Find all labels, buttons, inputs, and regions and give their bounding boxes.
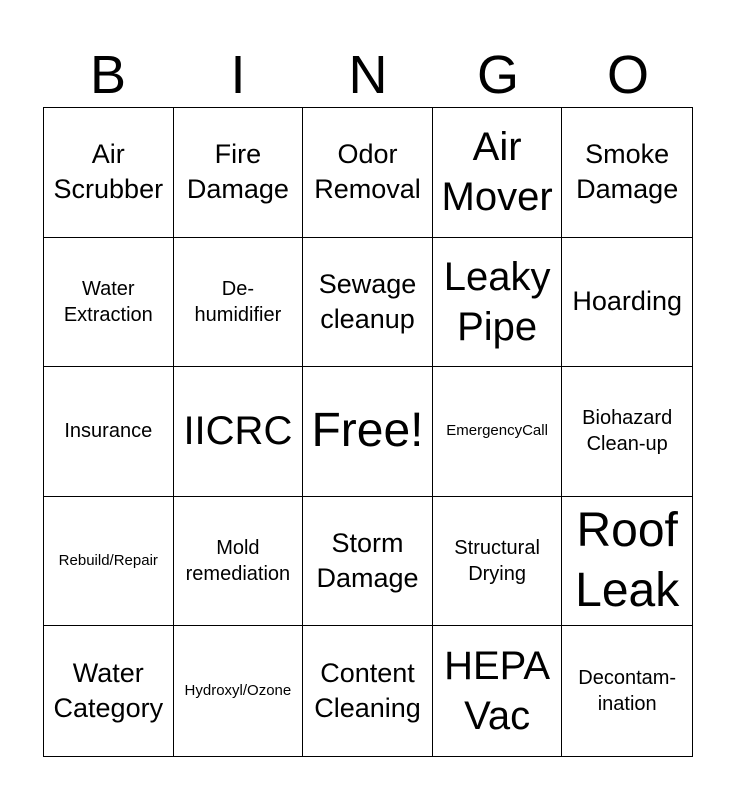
free-space-cell[interactable]: Free! — [303, 367, 433, 497]
bingo-cell[interactable]: Mold remediation — [174, 497, 304, 627]
bingo-cell[interactable]: Air Scrubber — [44, 108, 174, 238]
bingo-cell[interactable]: Insurance — [44, 367, 174, 497]
header-letter-o: O — [606, 45, 649, 105]
bingo-cell[interactable]: Fire Damage — [174, 108, 304, 238]
bingo-cell[interactable]: Air Mover — [433, 108, 563, 238]
header-letter-i: I — [230, 45, 246, 105]
bingo-cell[interactable]: Leaky Pipe — [433, 238, 563, 368]
bingo-cell[interactable]: IICRC — [174, 367, 304, 497]
bingo-cell[interactable]: Decontam- ination — [578, 667, 677, 716]
bingo-cell[interactable]: Rebuild/Repair — [44, 497, 174, 627]
bingo-cell[interactable]: Roof Leak — [562, 497, 692, 627]
bingo-cell[interactable]: Odor Removal — [303, 108, 433, 238]
bingo-cell[interactable]: Water Extraction — [44, 238, 174, 368]
bingo-cell[interactable]: HEPA Vac — [433, 626, 563, 756]
bingo-board — [43, 107, 693, 757]
bingo-cell[interactable]: Content Cleaning — [303, 626, 433, 756]
bingo-cell[interactable]: Sewage cleanup — [303, 238, 433, 368]
bingo-cell[interactable]: Structural Drying — [433, 497, 563, 627]
bingo-cell[interactable]: Hydroxyl/Ozone — [174, 626, 304, 756]
header-letter-n: N — [348, 45, 388, 105]
bingo-header — [43, 44, 693, 106]
bingo-cell[interactable]: Storm Damage — [303, 497, 433, 627]
bingo-cell[interactable]: Smoke Damage — [562, 108, 692, 238]
header-letter-g: G — [476, 45, 519, 105]
bingo-cell[interactable]: De- humidifier — [174, 238, 304, 368]
bingo-cell[interactable]: Water Category — [44, 626, 174, 756]
bingo-cell[interactable]: EmergencyCall — [433, 367, 563, 497]
bingo-cell[interactable]: Biohazard Clean-up — [562, 367, 692, 497]
header-letter-b: B — [89, 45, 127, 105]
bingo-cell[interactable]: Hoarding — [562, 238, 692, 368]
